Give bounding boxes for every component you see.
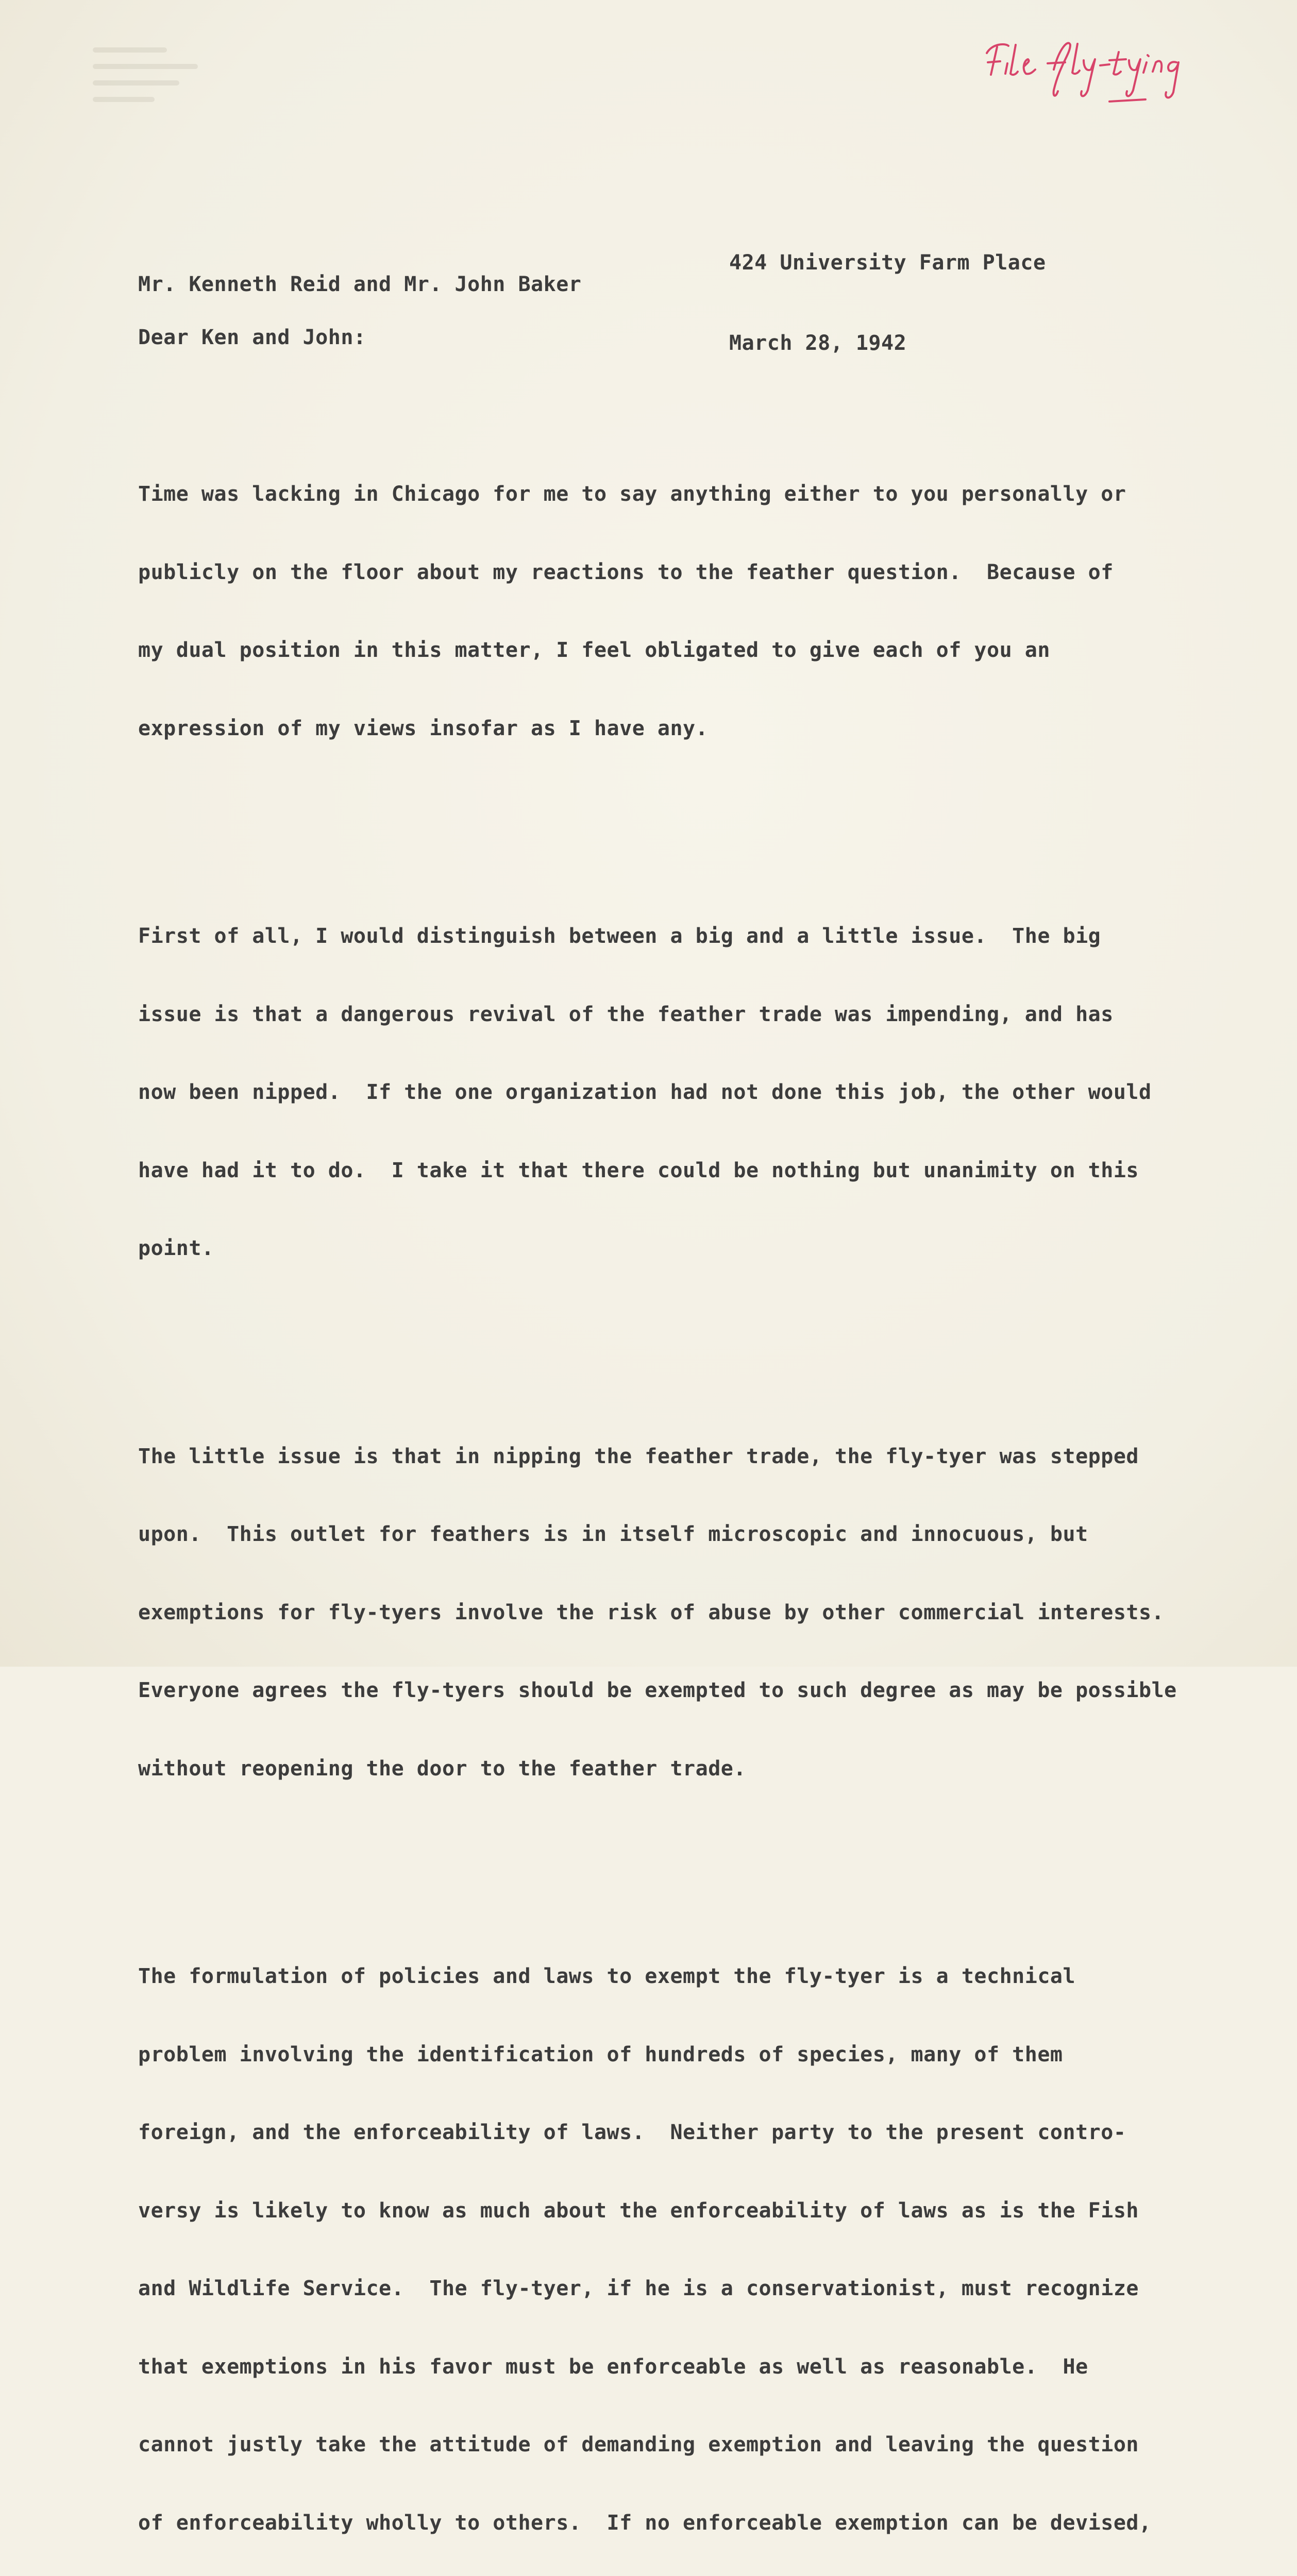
body-line: foreign, and the enforceability of laws. Neither party to the present contro- bbox=[138, 2121, 1126, 2144]
body-line: have had it to do. I take it that there could be nothing but unanimity on this bbox=[138, 1158, 1139, 1182]
handwritten-annotation bbox=[976, 33, 1219, 111]
body-line: of enforceability wholly to others. If no enforceable exemption can be devised, bbox=[138, 2511, 1152, 2535]
body-line: exemptions for fly-tyers involve the risk of abuse by other commercial interests. bbox=[138, 1600, 1165, 1624]
body-line: The formulation of policies and laws to exempt the fly-tyer is a technical bbox=[138, 1964, 1076, 1988]
paragraph-4 bbox=[138, 1911, 1215, 2576]
paragraph-1 bbox=[138, 429, 1215, 793]
body-line: and Wildlife Service. The fly-tyer, if he is a conservationist, must recognize bbox=[138, 2277, 1139, 2300]
salutation: Dear Ken and John: bbox=[138, 326, 366, 349]
body-line: cannot justly take the attitude of demanding exemption and leaving the question bbox=[138, 2433, 1139, 2456]
body-line: without reopening the door to the feather trade. bbox=[138, 1756, 746, 1781]
body-line: that exemptions in his favor must be enforceable as well as reasonable. He bbox=[138, 2354, 1088, 2379]
body-line: issue is that a dangerous revival of the feather trade was impending, and has bbox=[138, 1002, 1114, 1026]
body-line: upon. This outlet for feathers is in itself microscopic and innocuous, but bbox=[138, 1522, 1088, 1546]
body-line: Everyone agrees the fly-tyers should be exempted to such degree as may be possible bbox=[138, 1679, 1177, 1702]
body-line: The little issue is that in nipping the feather trade, the fly-tyer was stepped bbox=[138, 1444, 1139, 1468]
body-line: now been nipped. If the one organization had not done this job, the other would bbox=[138, 1080, 1152, 1104]
body-line: problem involving the identification of hundreds of species, many of them bbox=[138, 2042, 1063, 2066]
handwritten-file-note-icon bbox=[976, 33, 1219, 111]
paragraph-3 bbox=[138, 1392, 1215, 1834]
body-line: my dual position in this matter, I feel obligated to give each of you an bbox=[138, 638, 1050, 662]
body-line: First of all, I would distinguish between a big and a little issue. The big bbox=[138, 924, 1101, 948]
body-line: versy is likely to know as much about the enforceability of laws as is the Fish bbox=[138, 2198, 1139, 2223]
faint-offset-marks bbox=[93, 36, 216, 129]
paragraph-2 bbox=[138, 871, 1215, 1314]
body-line: point. bbox=[138, 1236, 214, 1260]
body-line: Time was lacking in Chicago for me to say anything either to you personally or bbox=[138, 482, 1126, 506]
body-line: publicly on the floor about my reactions to the feather question. Because of bbox=[138, 560, 1114, 584]
body-line: expression of my views insofar as I have any. bbox=[138, 716, 709, 740]
letter-body bbox=[138, 377, 1215, 2576]
letter-date: March 28, 1942 bbox=[729, 331, 907, 355]
sender-address: 424 University Farm Place bbox=[729, 251, 1046, 275]
recipients-line: Mr. Kenneth Reid and Mr. John Baker bbox=[138, 273, 582, 296]
